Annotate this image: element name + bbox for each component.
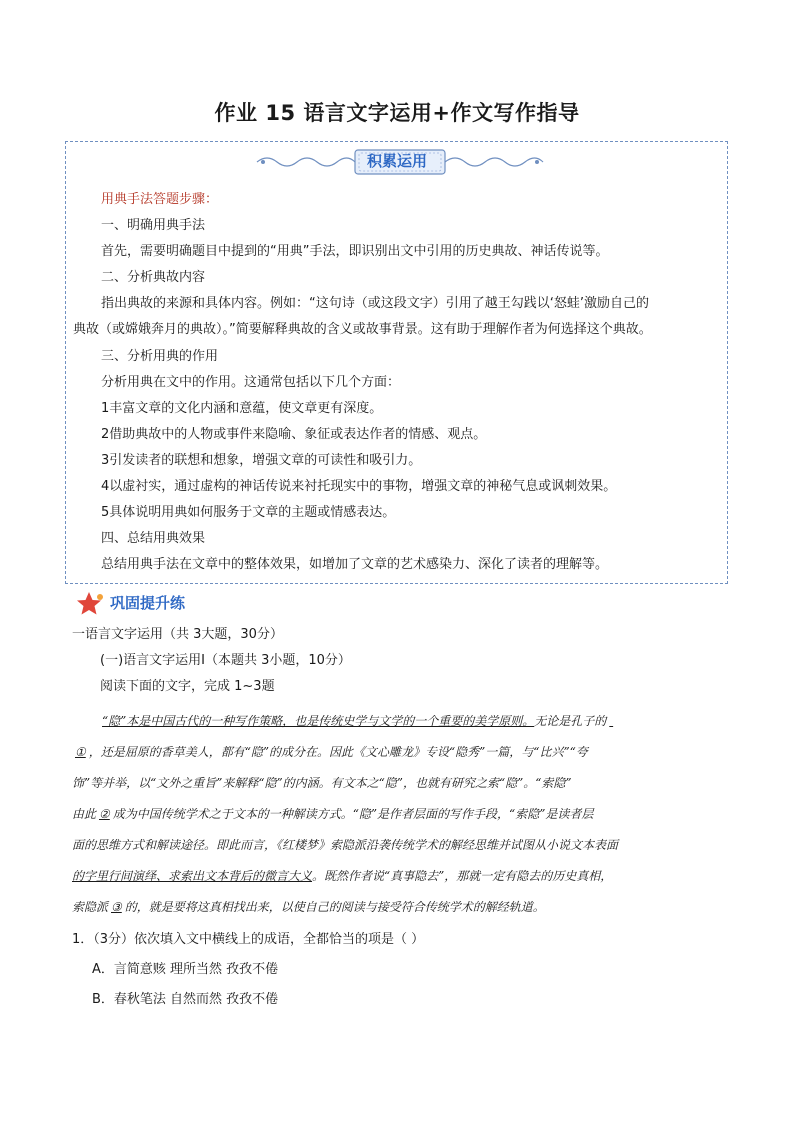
passage-text: 无论是孔子的: [534, 714, 607, 728]
content-line: 2借助典故中的人物或事件来隐喻、象征或表达作者的情感、观点。: [101, 426, 487, 442]
passage-text: 的，就是要将这真相找出来，以使自己的阅读与接受符合传统学术的解经轨道。: [124, 900, 545, 914]
content-line: 4以虚衬实，通过虚构的神话传说来衬托现实中的事物，增强文章的神秘气息或讽刺效果。: [101, 479, 617, 495]
blank-1-number: ①: [75, 745, 86, 759]
option-b[interactable]: B．春秋笔法 自然而然 孜孜不倦: [92, 992, 279, 1007]
content-line: 首先，需要明确题目中提到的“用典”手法，即识别出文中引用的历史典故、神话传说等。: [101, 244, 609, 260]
content-line: 一、明确用典手法: [101, 218, 206, 234]
content-line: 指出典故的来源和具体内容。例如：“这句诗（或这段文字）引用了越王勾践以‘怒蛙’激励自己的: [101, 296, 650, 312]
blank-3: ③: [111, 900, 122, 914]
passage-text: ，还是屈原的香草美人，都有“隐”的成分在。因此《文心雕龙》专设“隐秀”一篇，与“比兴”“夸: [88, 745, 588, 759]
steps-title: 用典手法答题步骤：: [101, 192, 219, 207]
question-1-stem: 1．（3分）依次填入文中横线上的成语，全都恰当的项是（ ）: [72, 932, 425, 947]
instruction: 阅读下面的文字，完成 1~3题: [100, 679, 275, 694]
passage-text: 饰”等并举，以“文外之重旨”来解释“隐”的内涵。有文本之“隐”，也就有研究之索“隐”。“索隐”: [72, 776, 572, 790]
content-line: 5具体说明用典如何服务于文章的主题或情感表达。: [101, 505, 396, 521]
passage-text: 成为中国传统学术之于文本的一种解读方式。“隐”是作者层面的写作手段，“索隐”是读者层: [112, 807, 594, 821]
content-line: 分析用典在文中的作用。这通常包括以下几个方面：: [101, 374, 401, 390]
star-icon: [76, 590, 106, 616]
passage-text: 面的思维方式和解读途径。即此而言，《红楼梦》索隐派沿袭传统学术的解经思维并试图从小说文本表面: [72, 838, 619, 852]
option-a[interactable]: A．言简意赅 理所当然 孜孜不倦: [92, 962, 279, 977]
passage-text: 的字里行间演绎、求索出文本背后的微言大义: [72, 869, 313, 883]
content-line: 3引发读者的联想和想象，增强文章的可读性和吸引力。: [101, 452, 422, 468]
passage-text: “隐”本是中国古代的一种写作策略，也是传统史学与文学的一个重要的美学原则。: [102, 714, 535, 728]
accumulation-content: [73, 187, 721, 578]
content-line: 典故（或嫦娥奔月的典故）。”简要解释典故的含义或故事背景。这有助于理解作者为何选择这个典故。: [73, 322, 652, 338]
accumulation-label: 积累运用: [366, 152, 427, 170]
page-title: 作业 15 语言文字运用+作文写作指导: [214, 101, 580, 125]
part-heading: 一语言文字运用（共 3大题，30分）: [72, 627, 283, 642]
sub-heading: (一)语言文字运用Ⅰ（本题共 3小题，10分）: [100, 653, 351, 668]
content-line: 三、分析用典的作用: [101, 348, 219, 364]
content-line: 四、总结用典效果: [101, 531, 206, 547]
content-line: 总结用典手法在文章中的整体效果，如增加了文章的艺术感染力、深化了读者的理解等。: [101, 557, 609, 573]
passage-text: 。既然作者说“真事隐去”，那就一定有隐去的历史真相，: [312, 869, 613, 883]
blank-2: ②: [99, 807, 110, 821]
content-line: 1丰富文章的文化内涵和意蕴，使文章更有深度。: [101, 400, 383, 416]
passage-text: 索隐派: [72, 900, 109, 914]
reading-passage: [72, 706, 722, 923]
consolidation-label: 巩固提升练: [110, 594, 186, 612]
content-line: 二、分析典故内容: [101, 270, 206, 286]
passage-text: 由此: [72, 807, 97, 821]
blank-1: [606, 714, 616, 728]
